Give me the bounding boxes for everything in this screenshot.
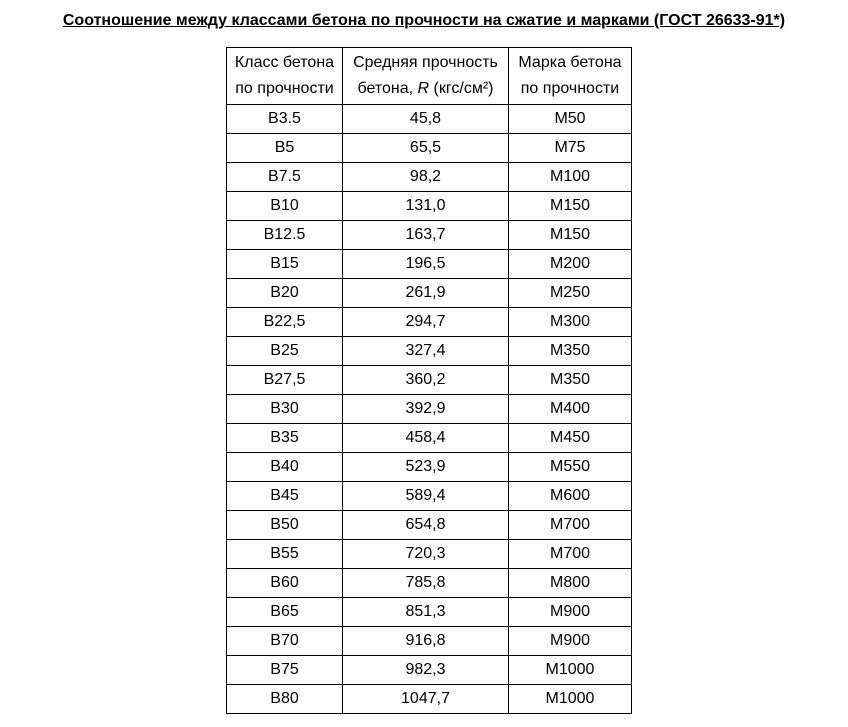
table-row [227, 395, 632, 424]
header-concrete-class [227, 48, 343, 105]
cell-average-strength: 589,4 [343, 482, 509, 511]
cell-concrete-class: B50 [227, 511, 343, 540]
cell-average-strength: 392,9 [343, 395, 509, 424]
cell-concrete-class: B3.5 [227, 105, 343, 134]
cell-concrete-grade: M900 [509, 598, 632, 627]
table-row [227, 540, 632, 569]
cell-concrete-class: B12.5 [227, 221, 343, 250]
cell-concrete-class: B30 [227, 395, 343, 424]
cell-concrete-class: B22,5 [227, 308, 343, 337]
cell-average-strength: 851,3 [343, 598, 509, 627]
cell-average-strength: 294,7 [343, 308, 509, 337]
cell-average-strength: 65,5 [343, 134, 509, 163]
cell-average-strength: 654,8 [343, 511, 509, 540]
table-row [227, 366, 632, 395]
header-concrete-class-line2: по прочности [235, 80, 334, 97]
cell-concrete-grade: M150 [509, 192, 632, 221]
header-average-strength-line2-prefix: бетона, [357, 80, 418, 97]
table-row [227, 250, 632, 279]
concrete-class-table [226, 47, 632, 714]
cell-average-strength: 327,4 [343, 337, 509, 366]
table-row [227, 308, 632, 337]
cell-concrete-grade: M350 [509, 366, 632, 395]
cell-average-strength: 523,9 [343, 453, 509, 482]
cell-concrete-class: B7.5 [227, 163, 343, 192]
table-row [227, 105, 632, 134]
header-concrete-grade [509, 48, 632, 105]
cell-concrete-class: B10 [227, 192, 343, 221]
table-row [227, 656, 632, 685]
cell-average-strength: 261,9 [343, 279, 509, 308]
cell-concrete-grade: M400 [509, 395, 632, 424]
cell-concrete-class: B20 [227, 279, 343, 308]
cell-concrete-class: B55 [227, 540, 343, 569]
cell-concrete-class: B65 [227, 598, 343, 627]
header-average-strength [343, 48, 509, 105]
cell-average-strength: 98,2 [343, 163, 509, 192]
table-row [227, 482, 632, 511]
cell-average-strength: 785,8 [343, 569, 509, 598]
cell-concrete-grade: M700 [509, 540, 632, 569]
cell-concrete-class: B80 [227, 685, 343, 714]
cell-concrete-grade: M1000 [509, 656, 632, 685]
header-concrete-class-line1: Класс бетона [234, 54, 335, 71]
cell-concrete-grade: M100 [509, 163, 632, 192]
header-average-strength-line2-suffix: (кгс/см²) [429, 80, 494, 97]
cell-average-strength: 360,2 [343, 366, 509, 395]
cell-concrete-grade: M75 [509, 134, 632, 163]
cell-concrete-class: B75 [227, 656, 343, 685]
table-row [227, 685, 632, 714]
table-row [227, 453, 632, 482]
cell-concrete-grade: M450 [509, 424, 632, 453]
cell-concrete-grade: M350 [509, 337, 632, 366]
cell-concrete-grade: M50 [509, 105, 632, 134]
table-row [227, 598, 632, 627]
cell-concrete-class: B45 [227, 482, 343, 511]
cell-average-strength: 982,3 [343, 656, 509, 685]
cell-concrete-grade: M550 [509, 453, 632, 482]
cell-concrete-grade: M250 [509, 279, 632, 308]
cell-concrete-class: B27,5 [227, 366, 343, 395]
header-concrete-grade-line1: Марка бетона [518, 54, 622, 71]
cell-average-strength: 45,8 [343, 105, 509, 134]
cell-average-strength: 196,5 [343, 250, 509, 279]
cell-concrete-grade: M900 [509, 627, 632, 656]
table-row [227, 192, 632, 221]
cell-concrete-class: B25 [227, 337, 343, 366]
cell-average-strength: 916,8 [343, 627, 509, 656]
cell-concrete-class: B35 [227, 424, 343, 453]
table-row [227, 221, 632, 250]
table-row [227, 569, 632, 598]
cell-average-strength: 163,7 [343, 221, 509, 250]
table-row [227, 163, 632, 192]
table-row [227, 511, 632, 540]
cell-concrete-grade: M300 [509, 308, 632, 337]
cell-concrete-class: B70 [227, 627, 343, 656]
cell-average-strength: 1047,7 [343, 685, 509, 714]
header-average-strength-line1: Средняя прочность [353, 54, 498, 71]
table-row [227, 279, 632, 308]
cell-average-strength: 131,0 [343, 192, 509, 221]
cell-average-strength: 720,3 [343, 540, 509, 569]
cell-average-strength: 458,4 [343, 424, 509, 453]
cell-concrete-grade: M600 [509, 482, 632, 511]
table-header-row [227, 48, 632, 105]
table-row [227, 337, 632, 366]
cell-concrete-class: B60 [227, 569, 343, 598]
cell-concrete-grade: M700 [509, 511, 632, 540]
cell-concrete-class: B15 [227, 250, 343, 279]
table-row [227, 134, 632, 163]
header-average-strength-variable: R [417, 80, 430, 97]
cell-concrete-grade: M200 [509, 250, 632, 279]
table-row [227, 627, 632, 656]
cell-concrete-class: B40 [227, 453, 343, 482]
cell-concrete-grade: M800 [509, 569, 632, 598]
cell-concrete-class: B5 [227, 134, 343, 163]
table-body [227, 105, 632, 714]
header-concrete-grade-line2: по прочности [520, 80, 620, 97]
table-row [227, 424, 632, 453]
page-title: Соотношение между классами бетона по прочности на сжатие и марками (ГОСТ 26633-91*) [62, 12, 786, 29]
cell-concrete-grade: M150 [509, 221, 632, 250]
cell-concrete-grade: M1000 [509, 685, 632, 714]
